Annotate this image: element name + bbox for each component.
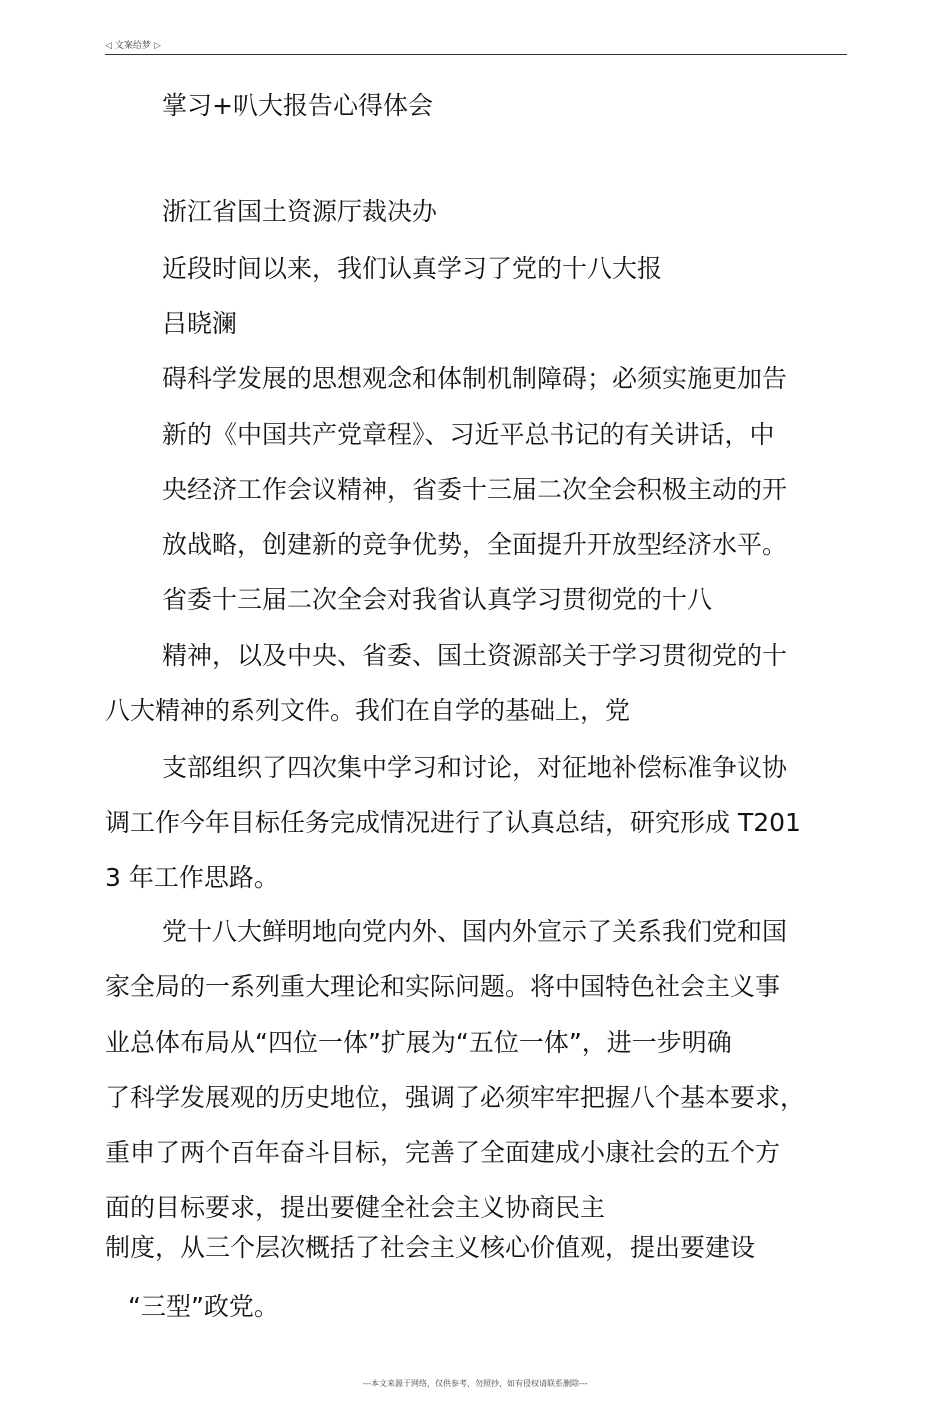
paragraph-line: 央经济工作会议精神，省委十三届二次全会积极主动的开 — [162, 475, 788, 504]
paragraph-line: 碍科学发展的思想观念和体制机制障碍；必须实施更加告 — [162, 364, 788, 393]
document-title: 掌习+叭大报告心得体会 — [162, 91, 433, 120]
paragraph-line: 党十八大鲜明地向党内外、国内外宣示了关系我们党和国 — [162, 917, 788, 946]
paragraph-line: 业总体布局从“四位一体”扩展为“五位一体”，进一步明确 — [105, 1028, 732, 1057]
author-name: 吕晓澜 — [162, 309, 238, 338]
paragraph-line: 精神，以及中央、省委、国土资源部关于学习贯彻党的十 — [162, 641, 788, 670]
paragraph-line: 浙江省国土资源厅裁决办 — [162, 197, 438, 226]
paragraph-line: 家全局的一系列重大理论和实际问题。将中国特色社会主义事 — [105, 972, 781, 1001]
paragraph-line: 调工作今年目标任务完成情况进行了认真总结，研究形成 T201 — [105, 808, 801, 837]
left-triangle-icon: ◁ — [105, 41, 112, 51]
paragraph-line: 省委十三届二次全会对我省认真学习贯彻党的十八 — [162, 585, 713, 614]
page-header — [105, 38, 847, 55]
paragraph-line: 3 年工作思路。 — [105, 863, 279, 892]
paragraph-line: “三型”政党。 — [128, 1292, 279, 1321]
paragraph-line: 了科学发展观的历史地位，强调了必须牢牢把握八个基本要求， — [105, 1083, 806, 1112]
paragraph-line: 制度，从三个层次概括了社会主义核心价值观，提出要建设 — [105, 1233, 756, 1262]
paragraph-line: 放战略，创建新的竞争优势，全面提升开放型经济水平。 — [162, 530, 788, 559]
paragraph-line: 面的目标要求，提出要健全社会主义协商民主 — [105, 1193, 606, 1222]
page-footer: ---本文来源于网络，仅供参考，勿照抄，如有侵权请联系删除--- — [362, 1379, 588, 1388]
right-triangle-icon: ▷ — [153, 41, 161, 51]
paragraph-line: 重申了两个百年奋斗目标，完善了全面建成小康社会的五个方 — [105, 1138, 781, 1167]
paragraph-line: 近段时间以来，我们认真学习了党的十八大报 — [162, 254, 663, 283]
paragraph-line: 支部组织了四次集中学习和讨论，对征地补偿标准争议协 — [162, 753, 788, 782]
paragraph-line: 八大精神的系列文件。我们在自学的基础上，党 — [105, 696, 631, 725]
paragraph-line: 新的《中国共产党章程》、习近平总书记的有关讲话，中 — [162, 420, 775, 449]
header-text: 文案给梦 — [114, 41, 151, 51]
